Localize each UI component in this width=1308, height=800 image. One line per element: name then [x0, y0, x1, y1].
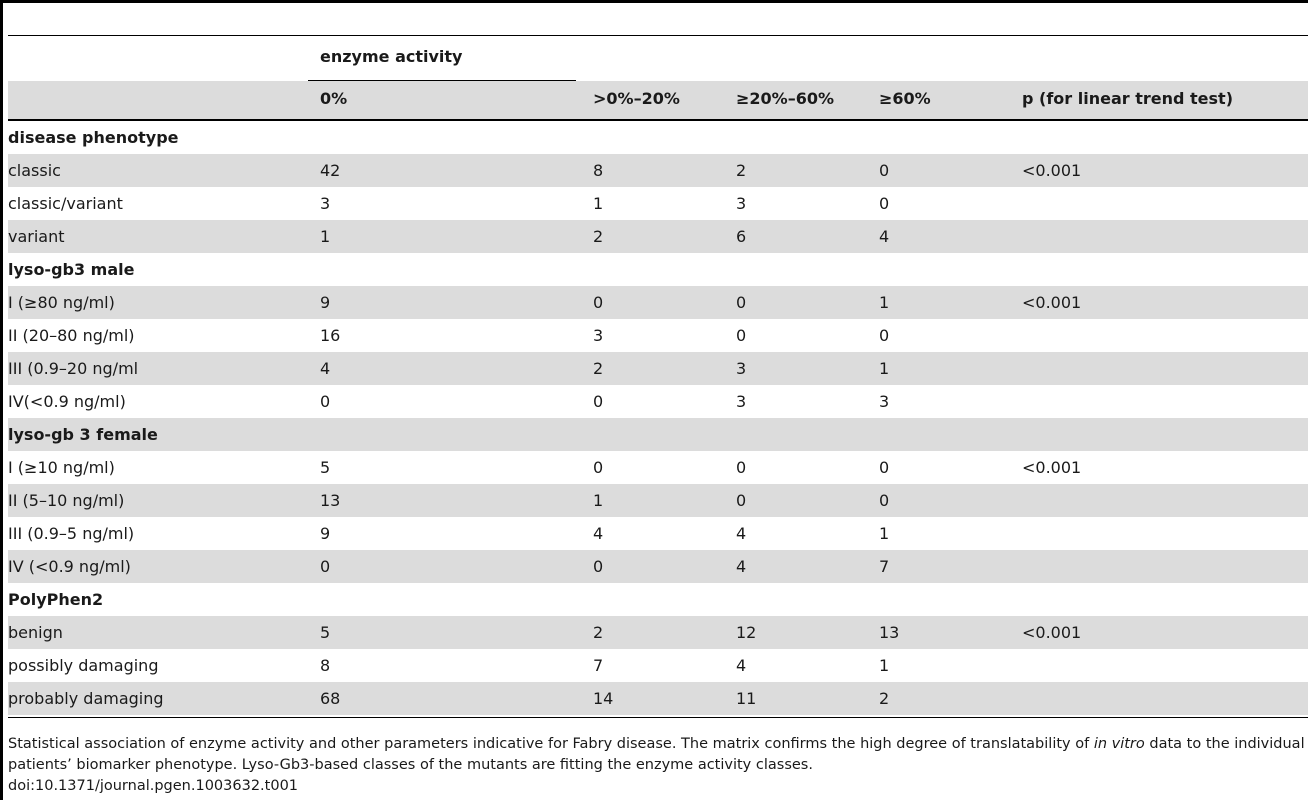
cell-60pct: 2 — [879, 689, 890, 708]
cell-p-value: <0.001 — [1022, 293, 1082, 312]
cell-20-60pct: 2 — [736, 161, 747, 180]
cell-20-60pct: 0 — [736, 293, 747, 312]
cell-0pct: 1 — [320, 227, 331, 246]
cell-0-20pct: 0 — [593, 557, 604, 576]
cell-0-20pct: 1 — [593, 194, 604, 213]
caption-text — [8, 734, 1308, 776]
cell-0-20pct: 14 — [593, 689, 614, 708]
cell-0-20pct: 2 — [593, 227, 604, 246]
cell-60pct: 1 — [879, 359, 890, 378]
row-label: variant — [8, 227, 65, 246]
section-label: disease phenotype — [8, 128, 179, 147]
cell-0pct: 3 — [320, 194, 331, 213]
caption-doi: doi:10.1371/journal.pgen.1003632.t001 — [8, 778, 299, 794]
table-row — [8, 451, 1308, 484]
cell-0pct: 0 — [320, 557, 331, 576]
table-bottom-rule — [8, 717, 1308, 718]
table-row — [8, 352, 1308, 385]
cell-0-20pct: 0 — [593, 392, 604, 411]
caption-text-part-1: Statistical association of enzyme activity and other parameters indicative for Fabry disease. The matrix confirms the high degree of translatability of — [8, 736, 1094, 752]
top-border — [0, 0, 1308, 3]
cell-60pct: 0 — [879, 458, 890, 477]
cell-0-20pct: 2 — [593, 359, 604, 378]
cell-0-20pct: 4 — [593, 524, 604, 543]
row-label: benign — [8, 623, 63, 642]
cell-0pct: 16 — [320, 326, 341, 345]
table-row — [8, 286, 1308, 319]
row-label: IV (<0.9 ng/ml) — [8, 557, 131, 576]
section-label: PolyPhen2 — [8, 590, 104, 609]
cell-60pct: 7 — [879, 557, 890, 576]
cell-p-value: <0.001 — [1022, 458, 1082, 477]
column-header-p-value: p (for linear trend test) — [1022, 89, 1234, 108]
column-header-20-60pct: ≥20%–60% — [736, 89, 834, 108]
table-row — [8, 517, 1308, 550]
header-top-rule — [8, 35, 1308, 36]
cell-60pct: 1 — [879, 656, 890, 675]
cell-p-value: <0.001 — [1022, 623, 1082, 642]
row-label: I (≥10 ng/ml) — [8, 458, 115, 477]
row-label: classic/variant — [8, 194, 123, 213]
cell-0-20pct: 0 — [593, 293, 604, 312]
table-row — [8, 550, 1308, 583]
cell-60pct: 0 — [879, 326, 890, 345]
cell-20-60pct: 6 — [736, 227, 747, 246]
table-caption — [8, 734, 1308, 797]
table-row — [8, 484, 1308, 517]
cell-60pct: 3 — [879, 392, 890, 411]
section-label: lyso-gb 3 female — [8, 425, 158, 444]
cell-0-20pct: 3 — [593, 326, 604, 345]
cell-0pct: 5 — [320, 623, 331, 642]
table-row — [8, 187, 1308, 220]
cell-60pct: 0 — [879, 161, 890, 180]
cell-0-20pct: 2 — [593, 623, 604, 642]
table-row — [8, 319, 1308, 352]
cell-0pct: 4 — [320, 359, 331, 378]
cell-0-20pct: 0 — [593, 458, 604, 477]
cell-0pct: 42 — [320, 161, 341, 180]
cell-0pct: 68 — [320, 689, 341, 708]
column-header-row — [8, 81, 1308, 119]
cell-20-60pct: 3 — [736, 194, 747, 213]
cell-60pct: 1 — [879, 524, 890, 543]
row-label: IV(<0.9 ng/ml) — [8, 392, 126, 411]
cell-0-20pct: 8 — [593, 161, 604, 180]
cell-60pct: 0 — [879, 491, 890, 510]
column-header-0pct: 0% — [320, 89, 348, 108]
table-row — [8, 154, 1308, 187]
cell-60pct: 1 — [879, 293, 890, 312]
row-label: probably damaging — [8, 689, 164, 708]
cell-60pct: 4 — [879, 227, 890, 246]
cell-0pct: 9 — [320, 293, 331, 312]
cell-20-60pct: 0 — [736, 458, 747, 477]
section-header-row — [8, 418, 1308, 451]
table-row — [8, 385, 1308, 418]
cell-0pct: 8 — [320, 656, 331, 675]
cell-60pct: 0 — [879, 194, 890, 213]
table-row — [8, 682, 1308, 715]
row-label: II (20–80 ng/ml) — [8, 326, 135, 345]
cell-20-60pct: 4 — [736, 656, 747, 675]
cell-60pct: 13 — [879, 623, 900, 642]
caption-italic: in vitro — [1093, 736, 1145, 752]
column-header-60pct: ≥60% — [879, 89, 931, 108]
cell-20-60pct: 0 — [736, 326, 747, 345]
cell-0pct: 5 — [320, 458, 331, 477]
row-label: I (≥80 ng/ml) — [8, 293, 115, 312]
row-label: possibly damaging — [8, 656, 159, 675]
cell-20-60pct: 4 — [736, 524, 747, 543]
cell-20-60pct: 11 — [736, 689, 757, 708]
table-row — [8, 649, 1308, 682]
cell-20-60pct: 3 — [736, 392, 747, 411]
section-header-row — [8, 253, 1308, 286]
cell-0pct: 9 — [320, 524, 331, 543]
column-header-0-20pct: >0%–20% — [593, 89, 680, 108]
table-row — [8, 616, 1308, 649]
left-border — [0, 0, 3, 800]
row-label: classic — [8, 161, 61, 180]
enzyme-activity-group-header: enzyme activity — [320, 47, 463, 66]
cell-0pct: 13 — [320, 491, 341, 510]
cell-0-20pct: 1 — [593, 491, 604, 510]
cell-0pct: 0 — [320, 392, 331, 411]
cell-20-60pct: 3 — [736, 359, 747, 378]
row-label: III (0.9–20 ng/ml — [8, 359, 139, 378]
row-label: III (0.9–5 ng/ml) — [8, 524, 135, 543]
cell-20-60pct: 12 — [736, 623, 757, 642]
section-header-row — [8, 121, 1308, 154]
section-header-row — [8, 583, 1308, 616]
caption-text-part-2: data to the individual patients’ biomarker phenotype. Lyso-Gb3-based classes of the mutants are fitting the enzyme activity classes. — [8, 736, 1305, 773]
section-label: lyso-gb3 male — [8, 260, 135, 279]
cell-20-60pct: 4 — [736, 557, 747, 576]
cell-p-value: <0.001 — [1022, 161, 1082, 180]
row-label: II (5–10 ng/ml) — [8, 491, 125, 510]
cell-0-20pct: 7 — [593, 656, 604, 675]
table-row — [8, 220, 1308, 253]
cell-20-60pct: 0 — [736, 491, 747, 510]
